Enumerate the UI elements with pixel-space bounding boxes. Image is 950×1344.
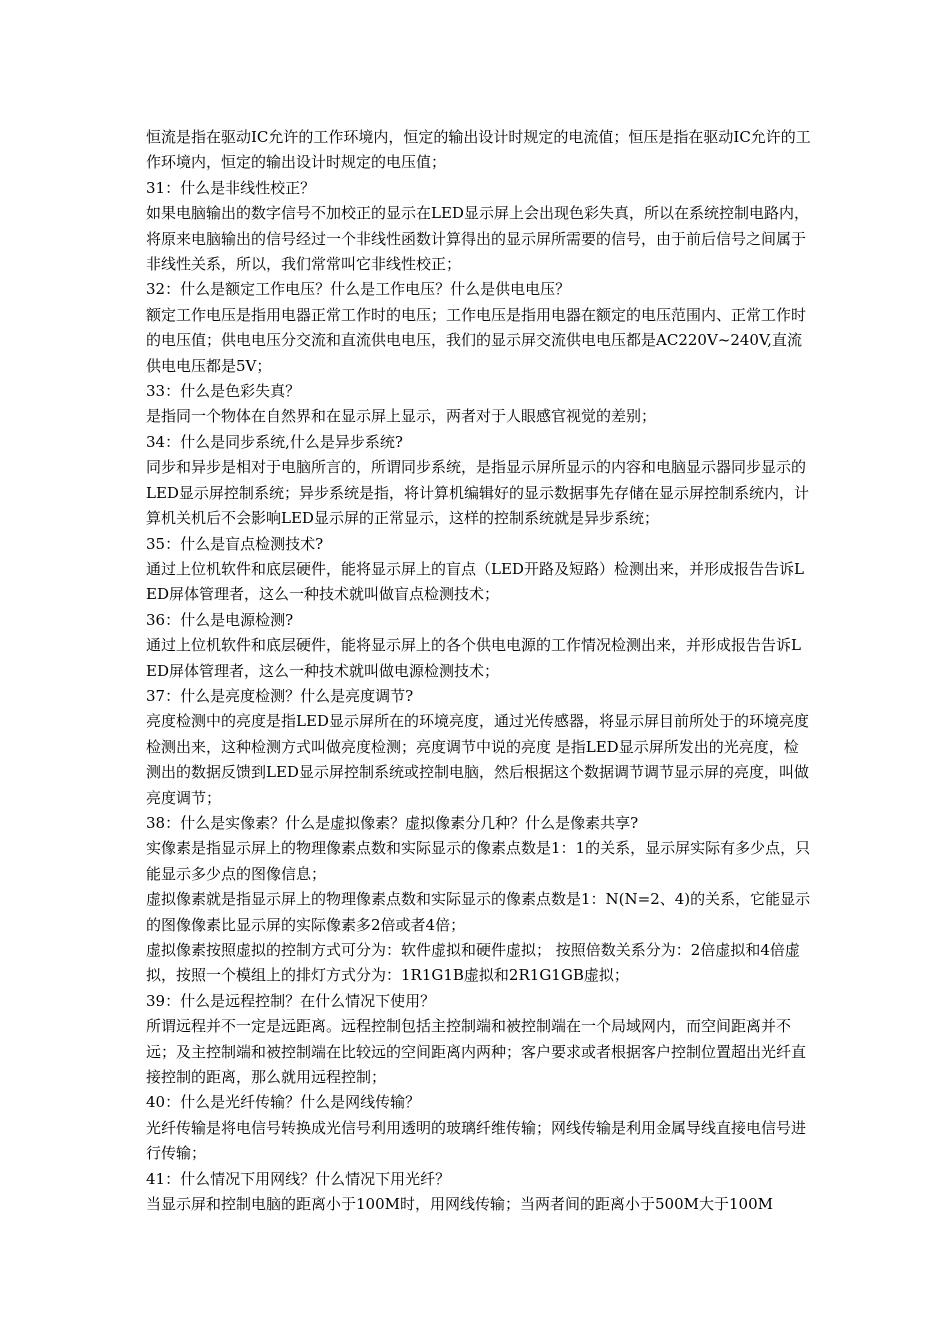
question-36-heading: 36：什么是电源检测? [146,610,294,629]
answer-33-paragraph: 是指同一个物体在自然界和在显示屏上显示，两者对于人眼感官视觉的差别； [146,407,657,426]
answer-34-paragraph: 同步和异步是相对于电脑所言的，所谓同步系统，是指显示屏所显示的内容和电脑显示器同步显示的LED显示屏控制系统；异步系统是指，将计算机编辑好的显示数据事先存储在显示屏控制系统内，计算机关机后不会影响LED显示屏的正常显示，这样的控制系统就是异步系统； [146,458,809,528]
answer-38-real-pixel: 实像素是指显示屏上的物理像素点数和实际显示的像素点数是1：1的关系，显示屏实际有多少点，只能显示多少点的图像信息； [146,839,811,883]
answer-41-paragraph: 当显示屏和控制电脑的距离小于100M时，用网线传输；当两者间的距离小于500M大于100M [146,1195,773,1214]
question-34-heading: 34：什么是同步系统,什么是异步系统? [146,432,403,451]
answer-38-virtual-types: 虚拟像素按照虚拟的控制方式可分为：软件虚拟和硬件虚拟； 按照倍数关系分为：2倍虚拟和4倍虚拟，按照一个模组上的排灯方式分为：1R1G1B虚拟和2R1G1GB虚拟； [146,941,800,985]
answer-38-virtual-pixel: 虚拟像素就是指显示屏上的物理像素点数和实际显示的像素点数是1：N(N=2、4)的关系，它能显示的图像像素比显示屏的实际像素多2倍或者4倍； [146,890,811,934]
question-39-heading: 39：什么是远程控制？在什么情况下使用？ [146,991,436,1010]
question-31-heading: 31：什么是非线性校正？ [146,178,316,197]
paragraph-constant-current-voltage: 恒流是指在驱动IC允许的工作环境内，恒定的输出设计时规定的电流值；恒压是指在驱动IC允许的工作环境内，恒定的输出设计时规定的电压值； [146,128,811,172]
document-page [146,125,811,1217]
question-41-heading: 41：什么情况下用网线？什么情况下用光纤？ [146,1169,451,1188]
question-33-heading: 33：什么是色彩失真？ [146,382,301,401]
question-35-heading: 35：什么是盲点检测技术? [146,534,324,553]
answer-32-paragraph: 额定工作电压是指用电器正常工作时的电压；工作电压是指用电器在额定的电压范围内、正常工作时的电压值；供电电压分交流和直流供电电压，我们的显示屏交流供电电压都是AC220V~240V,直流供电电压都是5V； [146,305,807,375]
answer-31-paragraph: 如果电脑输出的数字信号不加校正的显示在LED显示屏上会出现色彩失真，所以在系统控制电路内，将原来电脑输出的信号经过一个非线性函数计算得出的显示屏所需要的信号，由于前后信号之间属于非线性关系，所以，我们常常叫它非线性校正； [146,204,809,274]
answer-40-paragraph: 光纤传输是将电信号转换成光信号利用透明的玻璃纤维传输；网线传输是利用金属导线直接电信号进行传输； [146,1118,807,1163]
question-38-heading: 38：什么是实像素？什么是虚拟像素？虚拟像素分几种？什么是像素共享? [146,813,639,832]
question-40-heading: 40：什么是光纤传输？什么是网线传输？ [146,1093,421,1112]
answer-35-paragraph: 通过上位机软件和底层硬件，能将显示屏上的盲点（LED开路及短路）检测出来，并形成报告告诉LED屏体管理者，这么一种技术就叫做盲点检测技术； [146,559,804,604]
answer-39-paragraph: 所谓远程并不一定是远距离。远程控制包括主控制端和被控制端在一个局域网内，而空间距离并不远；及主控制端和被控制端在比较远的空间距离内两种；客户要求或者根据客户控制位置超出光纤直接控制的距离，那么就用远程控制； [146,1017,807,1087]
question-32-heading: 32：什么是额定工作电压？什么是工作电压？什么是供电电压？ [146,280,571,299]
answer-36-paragraph: 通过上位机软件和底层硬件，能将显示屏上的各个供电电源的工作情况检测出来，并形成报告告诉LED屏体管理者，这么一种技术就叫做电源检测技术； [146,636,801,680]
question-37-heading: 37：什么是亮度检测？什么是亮度调节? [146,686,414,705]
answer-37-paragraph: 亮度检测中的亮度是指LED显示屏所在的环境亮度，通过光传感器，将显示屏目前所处于的环境亮度检测出来，这种检测方式叫做亮度检测；亮度调节中说的亮度 是指LED显示屏所发出的光亮度，检测出的数据反馈到LED显示屏控制系统或控制电脑，然后根据这个数据调节调节显示屏的亮度，叫做亮度调节； [146,712,809,807]
